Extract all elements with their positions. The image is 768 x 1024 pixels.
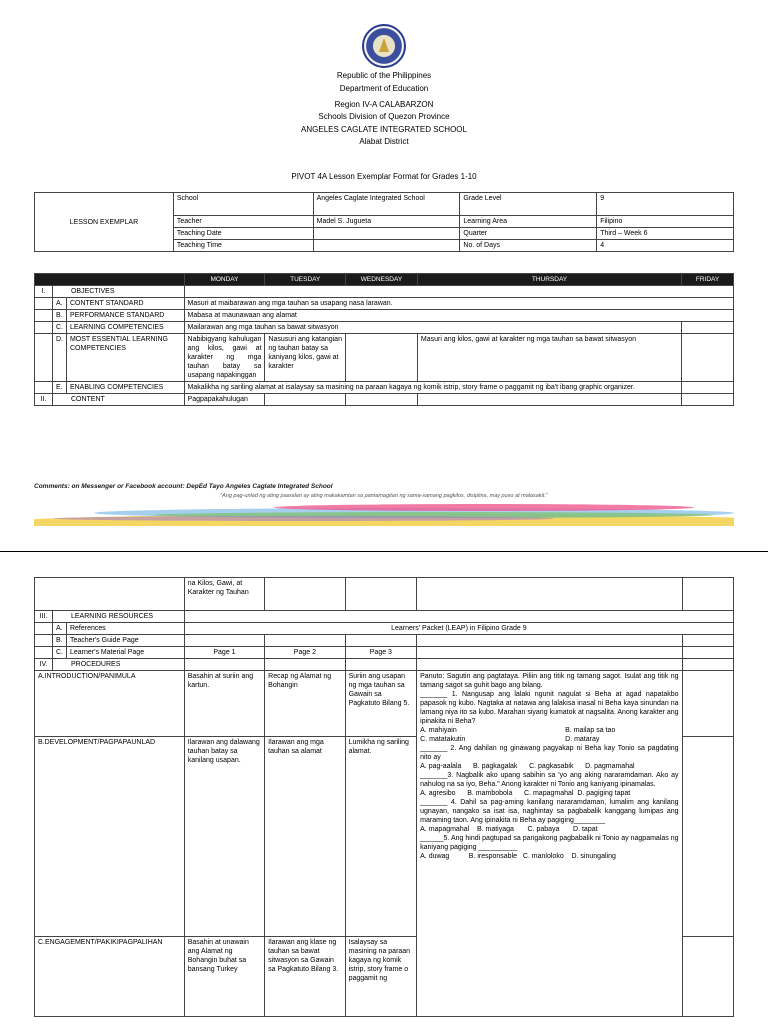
eng-label: C.ENGAGEMENT/PAKIKIPAGPALIHAN	[35, 937, 185, 1017]
page-two	[0, 552, 768, 1024]
lesson-exemplar-label: LESSON EXEMPLAR	[35, 193, 174, 252]
empty-cell	[35, 647, 53, 659]
empty-cell	[417, 659, 682, 671]
ref-num: A.	[52, 623, 66, 635]
empty-cell	[345, 659, 417, 671]
comments-line: Comments: on Messenger or Facebook account: DepEd Tayo Angeles Caglate Integrated School	[34, 483, 333, 490]
lm-tuesday: Page 2	[265, 647, 345, 659]
q2-options: A. pag-aalala B. pagkagalak C. pagkasabik D. pagmamahal	[420, 763, 635, 770]
date-value	[313, 228, 460, 240]
eng-monday: Basahin at unawain ang Alamat ng Bohangin buhat sa bansang Turkey	[184, 937, 264, 1017]
guide-label: Teacher's Guide Page	[66, 635, 184, 647]
republic-line: Republic of the Philippines	[336, 71, 432, 80]
empty-cell	[417, 578, 682, 611]
melc-monday: Nabibigyang kahulugan ang kilos, gawi at karakter ng mga tauhan batay sa usapang napakinggan	[184, 334, 265, 382]
school-motto: "Ang pag-unlad ng ating paaralan ay ating makakamtan sa pamamagitan ng sama-samang pagkilos, disiplina, may puso at malasakit."	[220, 493, 548, 499]
question-3: _______3. Nagbalik ako upang sabihin sa 'yo ang aking nararamdaman. Ako ay nahulog na sa iyo, Beha." Anong karakter ni Tonio ang kaniyang ipinamalas.	[420, 772, 679, 788]
res-label: LEARNING RESOURCES	[52, 611, 184, 623]
empty-cell	[682, 937, 733, 1017]
empty-cell	[265, 394, 346, 406]
lc-num: C.	[52, 322, 66, 334]
empty-cell	[35, 298, 53, 310]
region-line: Region IV-A CALABARZON	[334, 100, 434, 109]
thursday-assessment	[417, 671, 682, 1017]
q3-options: A. agresibo B. mambobola C. mapagmahal D. pagiging tapat	[420, 790, 631, 797]
day-header-thursday: THURSDAY	[417, 274, 681, 286]
empty-cell	[265, 659, 345, 671]
empty-cell	[417, 394, 681, 406]
proc-label: PROCEDURES	[52, 659, 184, 671]
empty-cell	[682, 382, 734, 394]
perf-std-value: Mabasa at maunawaan ang alamat	[184, 310, 733, 322]
school-line: ANGELES CAGLATE INTEGRATED SCHOOL	[301, 125, 467, 134]
grade-value: 9	[597, 193, 734, 216]
empty-cell	[35, 334, 53, 382]
teacher-value: Madel S. Jugueta	[313, 216, 460, 228]
empty-cell	[682, 737, 733, 937]
empty-cell	[682, 578, 733, 611]
content-std-value: Masuri at maibarawan ang mga tauhan sa usapang nasa larawan.	[184, 298, 733, 310]
teacher-label: Teacher	[173, 216, 313, 228]
empty-cell	[682, 334, 734, 382]
lesson-info-table	[34, 192, 734, 252]
district-line: Alabat District	[359, 137, 409, 146]
perf-std-label: PERFORMANCE STANDARD	[66, 310, 184, 322]
empty-cell	[346, 334, 418, 382]
content-value: Pagpapakahulugan	[184, 394, 265, 406]
ref-label: References	[66, 623, 184, 635]
ref-value: Learners' Packet (LEAP) in Filipino Grade 9	[184, 623, 733, 635]
eng-tuesday: Ilarawan ang klase ng tauhan sa bawat sitwasyon sa Gawain sa Pagkatuto Bilang 3.	[265, 937, 345, 1017]
melc-tuesday: Nasusuri ang katangian ng tauhan batay sa kaniyang kilos, gawi at karakter	[265, 334, 346, 382]
question-2: _______ 2. Ang dahilan ng ginawang pagyakap ni Beha kay Tonio sa pagdating nito ay	[420, 745, 679, 761]
empty-cell	[265, 635, 345, 647]
res-num: III.	[35, 611, 53, 623]
school-label: School	[173, 193, 313, 216]
content-std-label: CONTENT STANDARD	[66, 298, 184, 310]
perf-std-num: B.	[52, 310, 66, 322]
empty-cell	[184, 635, 264, 647]
empty-cell	[345, 635, 417, 647]
proc-num: IV.	[35, 659, 53, 671]
intro-label: A.INTRODUCTION/PANIMULA	[35, 671, 185, 737]
empty-cell	[682, 659, 733, 671]
lm-monday: Page 1	[184, 647, 264, 659]
dev-wednesday: Lumikha ng sariling alamat.	[345, 737, 417, 937]
deped-seal-logo	[362, 24, 406, 68]
test-directions: Panuto: Sagutin ang pagtataya. Piliin ang titik ng tamang sagot. Isulat ang titik ng tamang sagot sa guhit bago ang bilang.	[420, 673, 679, 689]
melc-label: MOST ESSENTIAL LEARNING COMPETENCIES	[66, 334, 184, 382]
day-header-tuesday: TUESDAY	[265, 274, 346, 286]
dev-label: B.DEVELOPMENT/PAGPAPAUNLAD	[35, 737, 185, 937]
question-4: _______ 4. Dahil sa pag-aming kanilang nararamdaman, lumalim ang kanilang ugnayan, nangako sa isat isa, naghintay sa pagbabalik kanggang lumipas ang maraming taon. Ang ipinakita ni Beha ay pagiging________	[420, 799, 679, 824]
time-label: Teaching Time	[173, 240, 313, 252]
question-5: ______5. Ang hindi pagtupad sa pangakong pagbabalik ni Tonio ay nagpamalas ng kaniyang pagiging __________	[420, 835, 679, 851]
quarter-label: Quarter	[460, 228, 597, 240]
q1-options-row1	[420, 726, 678, 735]
grade-label: Grade Level	[460, 193, 597, 216]
lm-label: Learner's Material Page	[66, 647, 184, 659]
q1-option-d: D. mataray	[565, 736, 600, 743]
q4-options: A. mapagmahal B. matiyaga C. pabaya D. tapat	[420, 826, 598, 833]
empty-cell	[346, 394, 418, 406]
lm-wednesday: Page 3	[345, 647, 417, 659]
empty-cell	[265, 578, 345, 611]
objectives-num: I.	[35, 286, 53, 298]
melc-thursday: Masuri ang kilos, gawi at karakter ng mga tauhan sa bawat sitwasyon	[417, 334, 681, 382]
blank-header	[35, 274, 185, 286]
lc-value: Mailarawan ang mga tauhan sa bawat sitwasyon	[184, 322, 682, 334]
intro-wednesday: Suriin ang usapan ng mga tauhan sa Gawain sa Pagkatuto Bilang 5.	[345, 671, 417, 737]
empty-cell	[35, 382, 53, 394]
melc-num: D.	[52, 334, 66, 382]
school-value: Angeles Caglate Integrated School	[313, 193, 460, 216]
q1-option-b: B. mailap sa tao	[565, 727, 616, 734]
empty-cell	[35, 635, 53, 647]
lc-label: LEARNING COMPETENCIES	[66, 322, 184, 334]
procedures-table-continued	[34, 577, 734, 1017]
q1-option-c: C. matatakutin	[420, 736, 466, 743]
decorative-wave-banner	[34, 500, 734, 526]
day-header-friday: FRIDAY	[682, 274, 734, 286]
eng-wednesday: Isalaysay sa masining na paraan kagaya ng komik istrip, story frame o paggamit ng	[345, 937, 417, 1017]
empty-cell	[184, 659, 264, 671]
days-value: 4	[597, 240, 734, 252]
empty-cell	[682, 647, 733, 659]
time-value	[313, 240, 460, 252]
enab-num: E.	[52, 382, 66, 394]
quarter-value: Third – Week 6	[597, 228, 734, 240]
day-header-monday: MONDAY	[184, 274, 265, 286]
res-blank	[184, 611, 733, 623]
lm-num: C.	[52, 647, 66, 659]
empty-cell	[35, 623, 53, 635]
content-continued: na Kilos, Gawi, at Karakter ng Tauhan	[184, 578, 264, 611]
intro-monday: Basahin at suriin ang kartun.	[184, 671, 264, 737]
empty-cell	[417, 635, 682, 647]
department-line: Department of Education	[339, 84, 429, 93]
days-label: No. of Days	[460, 240, 597, 252]
division-line: Schools Division of Quezon Province	[318, 112, 450, 121]
empty-cell	[345, 578, 417, 611]
empty-cell	[35, 322, 53, 334]
empty-cell	[682, 394, 734, 406]
objectives-blank	[184, 286, 733, 298]
empty-cell	[35, 578, 185, 611]
area-label: Learning Area	[460, 216, 597, 228]
day-header-wednesday: WEDNESDAY	[346, 274, 418, 286]
procedures-table	[34, 273, 734, 406]
document-title: PIVOT 4A Lesson Exemplar Format for Grades 1-10	[291, 172, 477, 181]
q5-options: A. duwag B. iresponsable C. manloloko D. sinungaling	[420, 853, 616, 860]
empty-cell	[682, 322, 734, 334]
intro-tuesday: Recap ng Alamat ng Bohangin	[265, 671, 345, 737]
dev-tuesday: Ilarawan ang mga tauhan sa alamat	[265, 737, 345, 937]
enab-label: ENABLING COMPETENCIES	[66, 382, 184, 394]
empty-cell	[35, 310, 53, 322]
content-label: CONTENT	[52, 394, 184, 406]
content-num: II.	[35, 394, 53, 406]
guide-num: B.	[52, 635, 66, 647]
objectives-label: OBJECTIVES	[52, 286, 184, 298]
q1-options-row2	[420, 735, 678, 744]
empty-cell	[417, 647, 682, 659]
question-1: _______ 1. Nangusap ang lalaki ngunit nagulat si Beha at agad napatakbo papasok ng kubo. Nagtaka at natawa ang lalakisa inasal ni Beha kaya sinundan na lamang niya ito sa kubo. Marahan siyang kumatok at nagsalita. Anong karakter ang ipinakita ni Beha?	[420, 691, 679, 725]
empty-cell	[682, 635, 733, 647]
date-label: Teaching Date	[173, 228, 313, 240]
q1-option-a: A. mahiyain	[420, 727, 457, 734]
empty-cell	[682, 671, 733, 737]
dev-monday: Ilarawan ang dalawang tauhan batay sa kanilang usapan.	[184, 737, 264, 937]
enab-value: Makalikha ng sariling alamat at isalaysay sa masining na paraan kagaya ng komik istrip, story frame o paggamit ng iba't ibang graphic organizer.	[184, 382, 682, 394]
content-std-num: A.	[52, 298, 66, 310]
area-value: Filipino	[597, 216, 734, 228]
